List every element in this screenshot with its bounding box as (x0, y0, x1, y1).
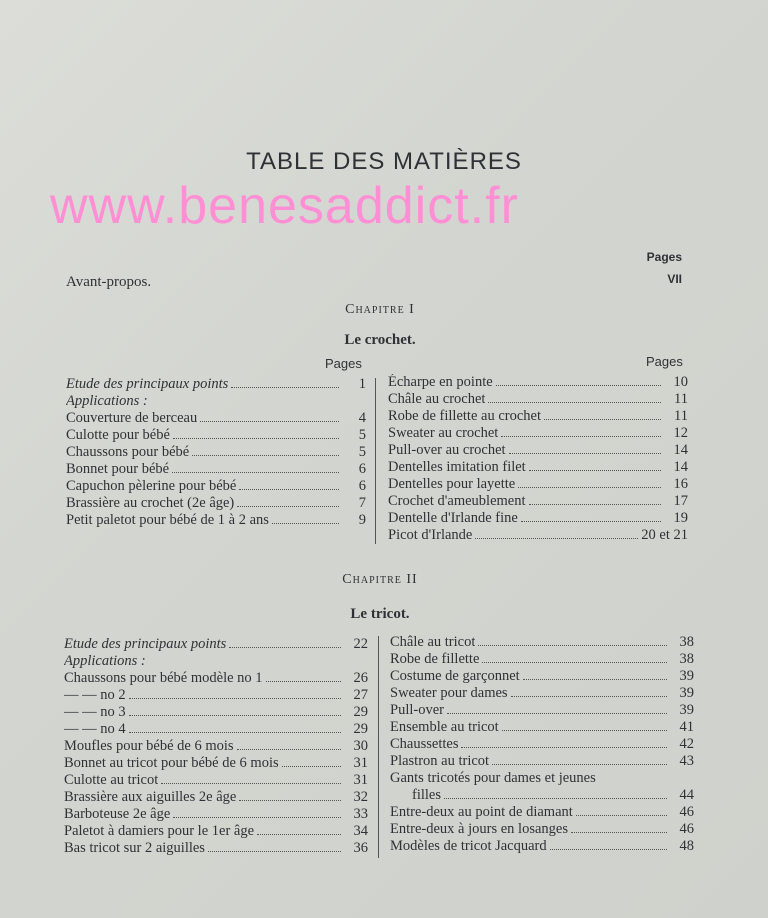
toc-entry (66, 393, 366, 410)
toc-entry-page: 6 (358, 478, 366, 494)
toc-entry-label: Pull-over au crochet (388, 442, 506, 458)
toc-entry-label: Bas tricot sur 2 aiguilles (64, 840, 205, 856)
toc-entry-label: Entre-deux au point de diamant (390, 804, 573, 820)
toc-entry-page: 7 (358, 495, 366, 511)
toc-entry (66, 478, 366, 495)
dot-leader (509, 453, 661, 454)
toc-entry-label: — — no 3 (64, 704, 126, 720)
toc-entry-page: 31 (353, 755, 368, 771)
toc-entry-page: 31 (353, 772, 368, 788)
dot-leader (447, 713, 667, 714)
chapter-2-subtitle: Le tricot. (350, 606, 410, 622)
toc-entry-label: Gants tricotés pour dames et jeunes (390, 770, 596, 786)
toc-entry-page: 9 (358, 512, 366, 528)
toc-entry-label: Robe de fillette au crochet (388, 408, 541, 424)
toc-entry-label: Robe de fillette (390, 651, 480, 667)
toc-entry (64, 738, 368, 755)
dot-leader (266, 681, 341, 682)
watermark: www.benesaddict.fr (50, 177, 519, 235)
dot-leader (571, 832, 667, 833)
toc-entry-label: Chaussons pour bébé (66, 444, 190, 460)
toc-entry (64, 670, 368, 687)
toc-entry-label: Couverture de berceau (66, 410, 198, 426)
toc-entry (388, 510, 688, 527)
chapter-1-left-column (66, 376, 366, 529)
dot-leader (200, 421, 339, 422)
toc-entry-label: Chaussons pour bébé modèle no 1 (64, 670, 263, 686)
dot-leader (488, 402, 661, 403)
toc-entry-page: 46 (679, 804, 694, 820)
dot-leader (475, 538, 638, 539)
toc-entry (388, 493, 688, 510)
toc-entry (66, 410, 366, 427)
toc-entry-page: 39 (679, 685, 694, 701)
toc-entry-page: 20 et 21 (641, 527, 688, 543)
avant-propos-page: VII (667, 272, 682, 286)
chapter-1-right-pages-label: Pages (646, 354, 683, 369)
toc-entry (390, 651, 694, 668)
dot-leader (257, 834, 341, 835)
avant-propos-label: Avant-propos. (66, 274, 152, 290)
toc-entry (64, 704, 368, 721)
dot-leader (237, 749, 341, 750)
dot-leader (511, 696, 667, 697)
toc-entry (390, 702, 694, 719)
toc-entry-page: 39 (679, 702, 694, 718)
toc-entry-label: Châle au tricot (390, 634, 476, 650)
toc-entry (390, 685, 694, 702)
toc-entry (66, 495, 366, 512)
toc-entry (388, 391, 688, 408)
toc-entry-page: 34 (353, 823, 368, 839)
toc-entry (64, 755, 368, 772)
toc-entry-page: 43 (679, 753, 694, 769)
dot-leader (161, 783, 341, 784)
dot-leader (576, 815, 667, 816)
dot-leader (544, 419, 661, 420)
toc-entry-label: Bonnet au tricot pour bébé de 6 mois (64, 755, 279, 771)
dot-leader (521, 521, 661, 522)
dot-leader (239, 800, 341, 801)
toc-entry-page: 26 (353, 670, 368, 686)
toc-entry (66, 427, 366, 444)
toc-entry (388, 527, 688, 544)
toc-entry (66, 444, 366, 461)
chapter-1-right-column (388, 374, 688, 544)
dot-leader (501, 436, 661, 437)
toc-entry-label: Dentelle d'Irlande fine (388, 510, 518, 526)
toc-entry (64, 823, 368, 840)
toc-entry (64, 721, 368, 738)
dot-leader (129, 715, 341, 716)
toc-entry-label: Brassière aux aiguilles 2e âge (64, 789, 237, 805)
toc-entry-label: Crochet d'ameublement (388, 493, 526, 509)
toc-entry-page: 29 (353, 704, 368, 720)
toc-entry-label: Pull-over (390, 702, 444, 718)
dot-leader (208, 851, 341, 852)
toc-entry-label: Etude des principaux points (64, 636, 227, 652)
toc-entry-page: 22 (353, 636, 368, 652)
column-divider (378, 636, 379, 858)
toc-entry-label: Dentelles imitation filet (388, 459, 526, 475)
toc-entry-page: 14 (673, 459, 688, 475)
toc-entry-page: 41 (679, 719, 694, 735)
toc-entry (66, 461, 366, 478)
dot-leader (529, 504, 662, 505)
toc-entry-page: 10 (673, 374, 688, 390)
dot-leader (231, 387, 339, 388)
dot-leader (444, 798, 667, 799)
toc-entry-label: Etude des principaux points (66, 376, 229, 392)
dot-leader (237, 506, 339, 507)
dot-leader (129, 698, 341, 699)
toc-entry-label: Capuchon pèlerine pour bébé (66, 478, 237, 494)
toc-entry-label: Ensemble au tricot (390, 719, 499, 735)
toc-entry (388, 476, 688, 493)
toc-entry-label: Châle au crochet (388, 391, 486, 407)
toc-entry-label: Paletot à damiers pour le 1er âge (64, 823, 255, 839)
toc-entry (390, 719, 694, 736)
toc-entry (390, 753, 694, 770)
toc-entry-label: Sweater pour dames (390, 685, 508, 701)
toc-entry-label: Bonnet pour bébé (66, 461, 170, 477)
toc-entry (388, 425, 688, 442)
toc-entry-label: Moufles pour bébé de 6 mois (64, 738, 234, 754)
toc-entry-page: 30 (353, 738, 368, 754)
toc-entry-page: 39 (679, 668, 694, 684)
toc-entry (390, 736, 694, 753)
toc-entry-label: Culotte pour bébé (66, 427, 170, 443)
toc-entry (64, 806, 368, 823)
toc-entry-page: 36 (353, 840, 368, 856)
toc-entry-page: 17 (673, 493, 688, 509)
toc-entry (390, 668, 694, 685)
dot-leader (529, 470, 661, 471)
toc-entry (388, 408, 688, 425)
dot-leader (496, 385, 661, 386)
toc-entry (64, 636, 368, 653)
toc-entry-page: 14 (673, 442, 688, 458)
toc-entry-label: Costume de garçonnet (390, 668, 520, 684)
toc-entry-label: Picot d'Irlande (388, 527, 473, 543)
toc-entry-label: Modèles de tricot Jacquard (390, 838, 547, 854)
toc-entry-page: 12 (673, 425, 688, 441)
toc-entry-label: — — no 2 (64, 687, 126, 703)
toc-entry-page: 46 (679, 821, 694, 837)
toc-entry-label: Sweater au crochet (388, 425, 499, 441)
toc-entry (64, 772, 368, 789)
toc-entry-label: Brassière au crochet (2e âge) (66, 495, 235, 511)
dot-leader (173, 817, 341, 818)
dot-leader (523, 679, 667, 680)
chapter-1-heading: Chapitre I (345, 302, 415, 317)
toc-entry-label: Petit paletot pour bébé de 1 à 2 ans (66, 512, 269, 528)
toc-entry (390, 770, 694, 787)
dot-leader (461, 747, 667, 748)
toc-entry (64, 789, 368, 806)
dot-leader (482, 662, 667, 663)
toc-entry (66, 512, 366, 529)
toc-entry-page: 32 (353, 789, 368, 805)
chapter-1-left-pages-label: Pages (325, 356, 362, 371)
chapter-1-subtitle: Le crochet. (344, 332, 416, 348)
chapter-2-heading: Chapitre II (342, 572, 418, 587)
dot-leader (502, 730, 667, 731)
toc-entry (64, 687, 368, 704)
pages-label: Pages (646, 250, 682, 264)
page-title: TABLE DES MATIÈRES (246, 148, 522, 175)
toc-entry-page: 11 (674, 408, 688, 424)
toc-entry (390, 838, 694, 855)
toc-entry-label: Applications : (64, 653, 146, 669)
toc-entry-label: Entre-deux à jours en losanges (390, 821, 568, 837)
toc-entry-page: 5 (358, 444, 366, 460)
dot-leader (282, 766, 341, 767)
dot-leader (492, 764, 667, 765)
dot-leader (518, 487, 661, 488)
dot-leader (550, 849, 667, 850)
toc-entry-page: 11 (674, 391, 688, 407)
toc-entry-label: Plastron au tricot (390, 753, 490, 769)
toc-entry-label: Dentelles pour layette (388, 476, 516, 492)
toc-entry-page: 33 (353, 806, 368, 822)
chapter-2-left-column (64, 636, 368, 857)
toc-entry-page: 6 (358, 461, 366, 477)
chapter-2-right-column (390, 634, 694, 855)
toc-entry (390, 821, 694, 838)
toc-entry-page: 44 (679, 787, 694, 803)
toc-entry (390, 787, 694, 804)
toc-entry (66, 376, 366, 393)
toc-entry-page: 38 (679, 651, 694, 667)
dot-leader (129, 732, 341, 733)
dot-leader (239, 489, 339, 490)
dot-leader (272, 523, 339, 524)
dot-leader (172, 472, 339, 473)
toc-entry-label: Applications : (66, 393, 148, 409)
toc-entry-page: 27 (353, 687, 368, 703)
toc-entry-page: 16 (673, 476, 688, 492)
toc-entry-label: Écharpe en pointe (388, 374, 493, 390)
toc-entry-label: Barboteuse 2e âge (64, 806, 171, 822)
toc-entry-page: 1 (358, 376, 366, 392)
toc-entry (388, 442, 688, 459)
dot-leader (192, 455, 339, 456)
toc-entry-label: Chaussettes (390, 736, 459, 752)
toc-entry-page: 4 (358, 410, 366, 426)
toc-entry (388, 374, 688, 391)
toc-entry-page: 19 (673, 510, 688, 526)
toc-entry-page: 42 (679, 736, 694, 752)
column-divider (375, 378, 376, 544)
toc-entry (388, 459, 688, 476)
toc-entry-page: 5 (358, 427, 366, 443)
toc-entry-page: 38 (679, 634, 694, 650)
dot-leader (478, 645, 667, 646)
toc-entry-label: Culotte au tricot (64, 772, 159, 788)
toc-entry (64, 653, 368, 670)
toc-entry (390, 804, 694, 821)
dot-leader (229, 647, 341, 648)
toc-entry-page: 29 (353, 721, 368, 737)
dot-leader (173, 438, 339, 439)
toc-entry (390, 634, 694, 651)
toc-entry-label: filles (412, 787, 441, 803)
toc-entry-label: — — no 4 (64, 721, 126, 737)
toc-entry (64, 840, 368, 857)
toc-entry-page: 48 (679, 838, 694, 854)
